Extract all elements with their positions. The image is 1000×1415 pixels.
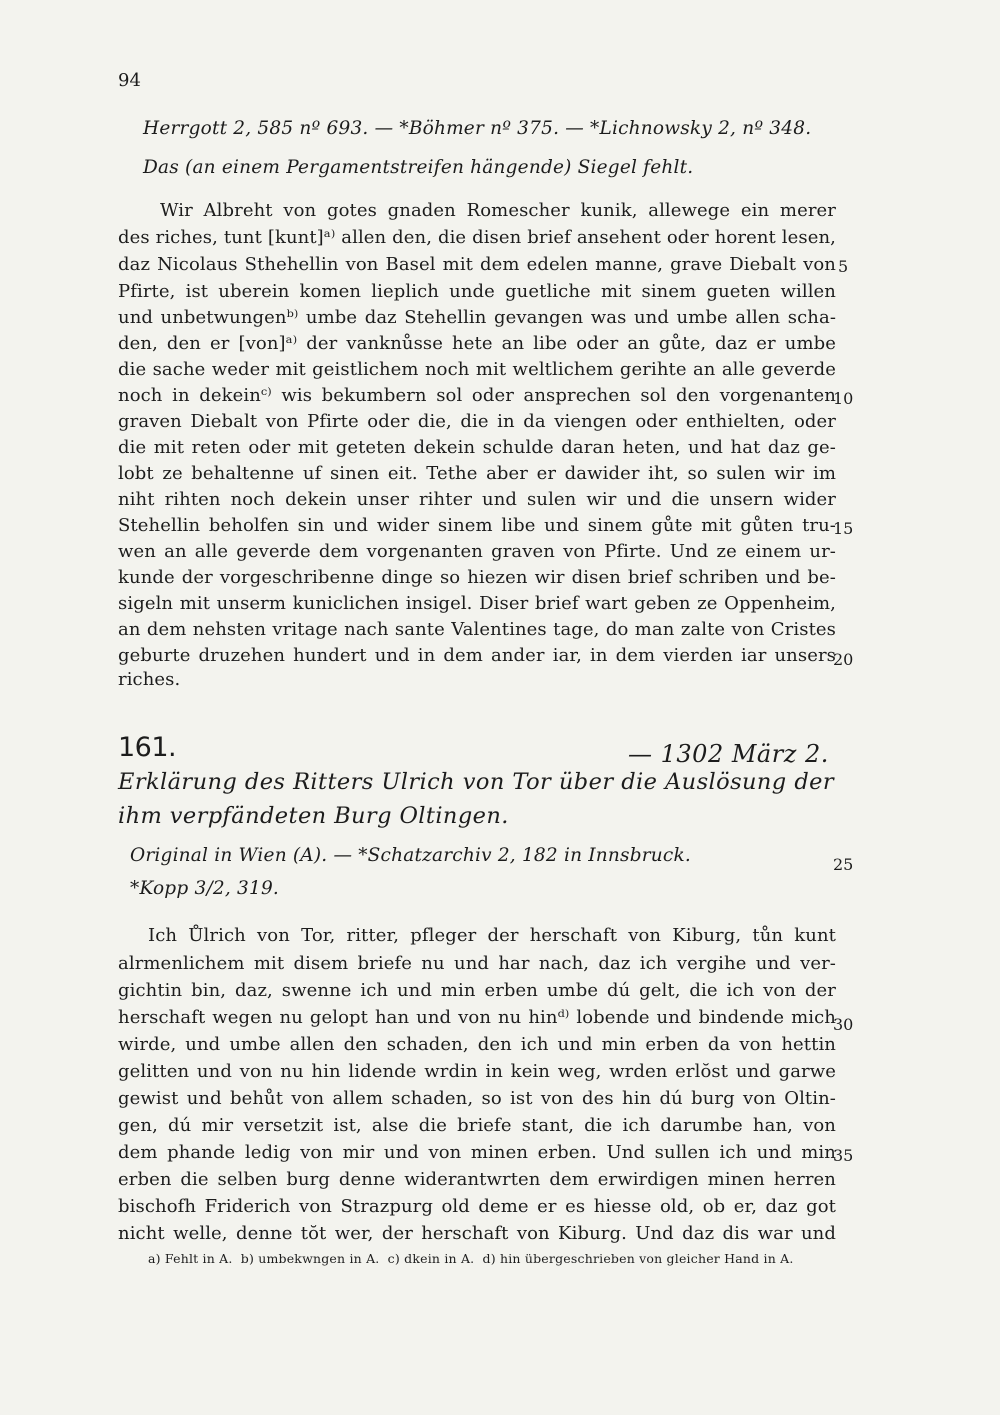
text-line: die sache weder mit geistlichem noch mit weltlichem gerihte an alle geverde — [118, 359, 836, 380]
document-title-line: ihm verpfändeten Burg Oltingen. — [118, 803, 509, 829]
text-line: alrmenlichem mit disem briefe nu und har nach, daz ich vergihe und ver- — [118, 953, 836, 974]
footnotes — [148, 1251, 838, 1266]
margin-line-number: 20 — [833, 650, 854, 669]
text-line: wen an alle geverde dem vorgenanten graven von Pfirte. Und ze einem ur- — [118, 541, 836, 562]
text-line: nicht welle, denne tŏt wer, der herschaft von Kiburg. Und daz dis war und — [118, 1223, 836, 1244]
text-line: gewist und behůt von allem schaden, so ist von des hin dú burg von Oltin- — [118, 1088, 836, 1109]
text-line: Pfirte, ist uberein komen lieplich unde guetliche mit sinem gueten willen — [118, 281, 836, 302]
text-line: daz Nicolaus Sthehellin von Basel mit dem edelen manne, grave Diebalt von — [118, 254, 836, 275]
text-line: kunde der vorgeschribenne dinge so hiezen wir disen brief schriben und be- — [118, 567, 836, 588]
text-line: gen, dú mir versetzit ist, alse die briefe stant, die ich darumbe han, von — [118, 1115, 836, 1136]
document-number: 161. — [118, 732, 177, 763]
margin-line-number: 15 — [833, 519, 854, 538]
text-line: an dem nehsten vritage nach sante Valentines tage, do man zalte von Cristes — [118, 619, 836, 640]
text-line: erben die selben burg denne widerantwrten dem erwirdigen minen herren — [118, 1169, 836, 1190]
text-line: Stehellin beholfen sin und wider sinem libe und sinem gůte mit gůten tru- — [118, 515, 836, 536]
text-line: und unbetwungenᵇ⁾ umbe daz Stehellin gevangen was und umbe allen scha- — [118, 307, 836, 328]
text-line: den, den er [von]ᵃ⁾ der vanknůsse hete an libe oder an gůte, daz er umbe — [118, 333, 836, 354]
text-line: bischofh Friderich von Strazpurg old deme er es hiesse old, ob er, daz got — [118, 1196, 836, 1217]
footnote: c) dkein in A. — [387, 1251, 475, 1266]
reference-line: *Kopp 3/2, 319. — [130, 878, 280, 899]
text-line: Wir Albreht von gotes gnaden Romescher kunik, allewege ein merer — [160, 200, 836, 221]
margin-line-number: 10 — [833, 389, 854, 408]
margin-line-number: 30 — [833, 1015, 854, 1034]
footnote: a) Fehlt in A. — [148, 1251, 233, 1266]
text-line: die mit reten oder mit geteten dekein schulde daran heten, und hat daz ge- — [118, 437, 836, 458]
text-line: lobt ze behaltenne uf sinen eit. Tethe aber er dawider iht, so sulen wir im — [118, 463, 836, 484]
margin-line-number: 5 — [838, 257, 849, 276]
text-line: riches. — [118, 669, 181, 690]
text-line: gichtin bin, daz, swenne ich und min erben umbe dú gelt, die ich von der — [118, 980, 836, 1001]
page-number: 94 — [118, 70, 141, 91]
text-line: sigeln mit unserm kuniclichen insigel. Diser brief wart geben ze Oppenheim, — [118, 593, 836, 614]
text-line: des riches, tunt [kunt]ᵃ⁾ allen den, die disen brief ansehent oder horent lesen, — [118, 227, 836, 248]
margin-line-number: 25 — [833, 855, 854, 874]
text-line: geburte druzehen hundert und in dem ander iar, in dem vierden iar unsers — [118, 645, 836, 666]
text-line: dem phande ledig von mir und von minen erben. Und sullen ich und min — [118, 1142, 836, 1163]
document-title-line: Erklärung des Ritters Ulrich von Tor über die Auslösung der — [118, 769, 834, 795]
footnote: d) hin übergeschrieben von gleicher Hand in A. — [482, 1251, 794, 1266]
margin-line-number: 35 — [833, 1146, 854, 1165]
document-date: — 1302 März 2. — [628, 740, 829, 768]
text-line: wirde, und umbe allen den schaden, den ich und min erben da von hettin — [118, 1034, 836, 1055]
seal-note: Das (an einem Pergamentstreifen hängende) Siegel fehlt. — [143, 157, 694, 178]
text-line: Ich Ůlrich von Tor, ritter, pfleger der herschaft von Kiburg, tůn kunt — [148, 925, 836, 946]
text-line: niht rihten noch dekein unser rihter und sulen wir und die unsern wider — [118, 489, 836, 510]
text-line: gelitten und von nu hin lidende wrdin in kein weg, wrden erlŏst und garwe — [118, 1061, 836, 1082]
text-line: herschaft wegen nu gelopt han und von nu hinᵈ⁾ lobende und bindende mich — [118, 1007, 836, 1028]
reference-line: Herrgott 2, 585 nº 693. — *Böhmer nº 375. — *Lichnowsky 2, nº 348. — [143, 118, 812, 139]
text-line: noch in dekeinᶜ⁾ wis bekumbern sol oder ansprechen sol den vorgenanten — [118, 385, 836, 406]
reference-line: Original in Wien (A). — *Schatzarchiv 2, 182 in Innsbruck. — [130, 845, 691, 866]
text-line: graven Diebalt von Pfirte oder die, die in da viengen oder enthielten, oder — [118, 411, 836, 432]
footnote: b) umbekwngen in A. — [240, 1251, 380, 1266]
